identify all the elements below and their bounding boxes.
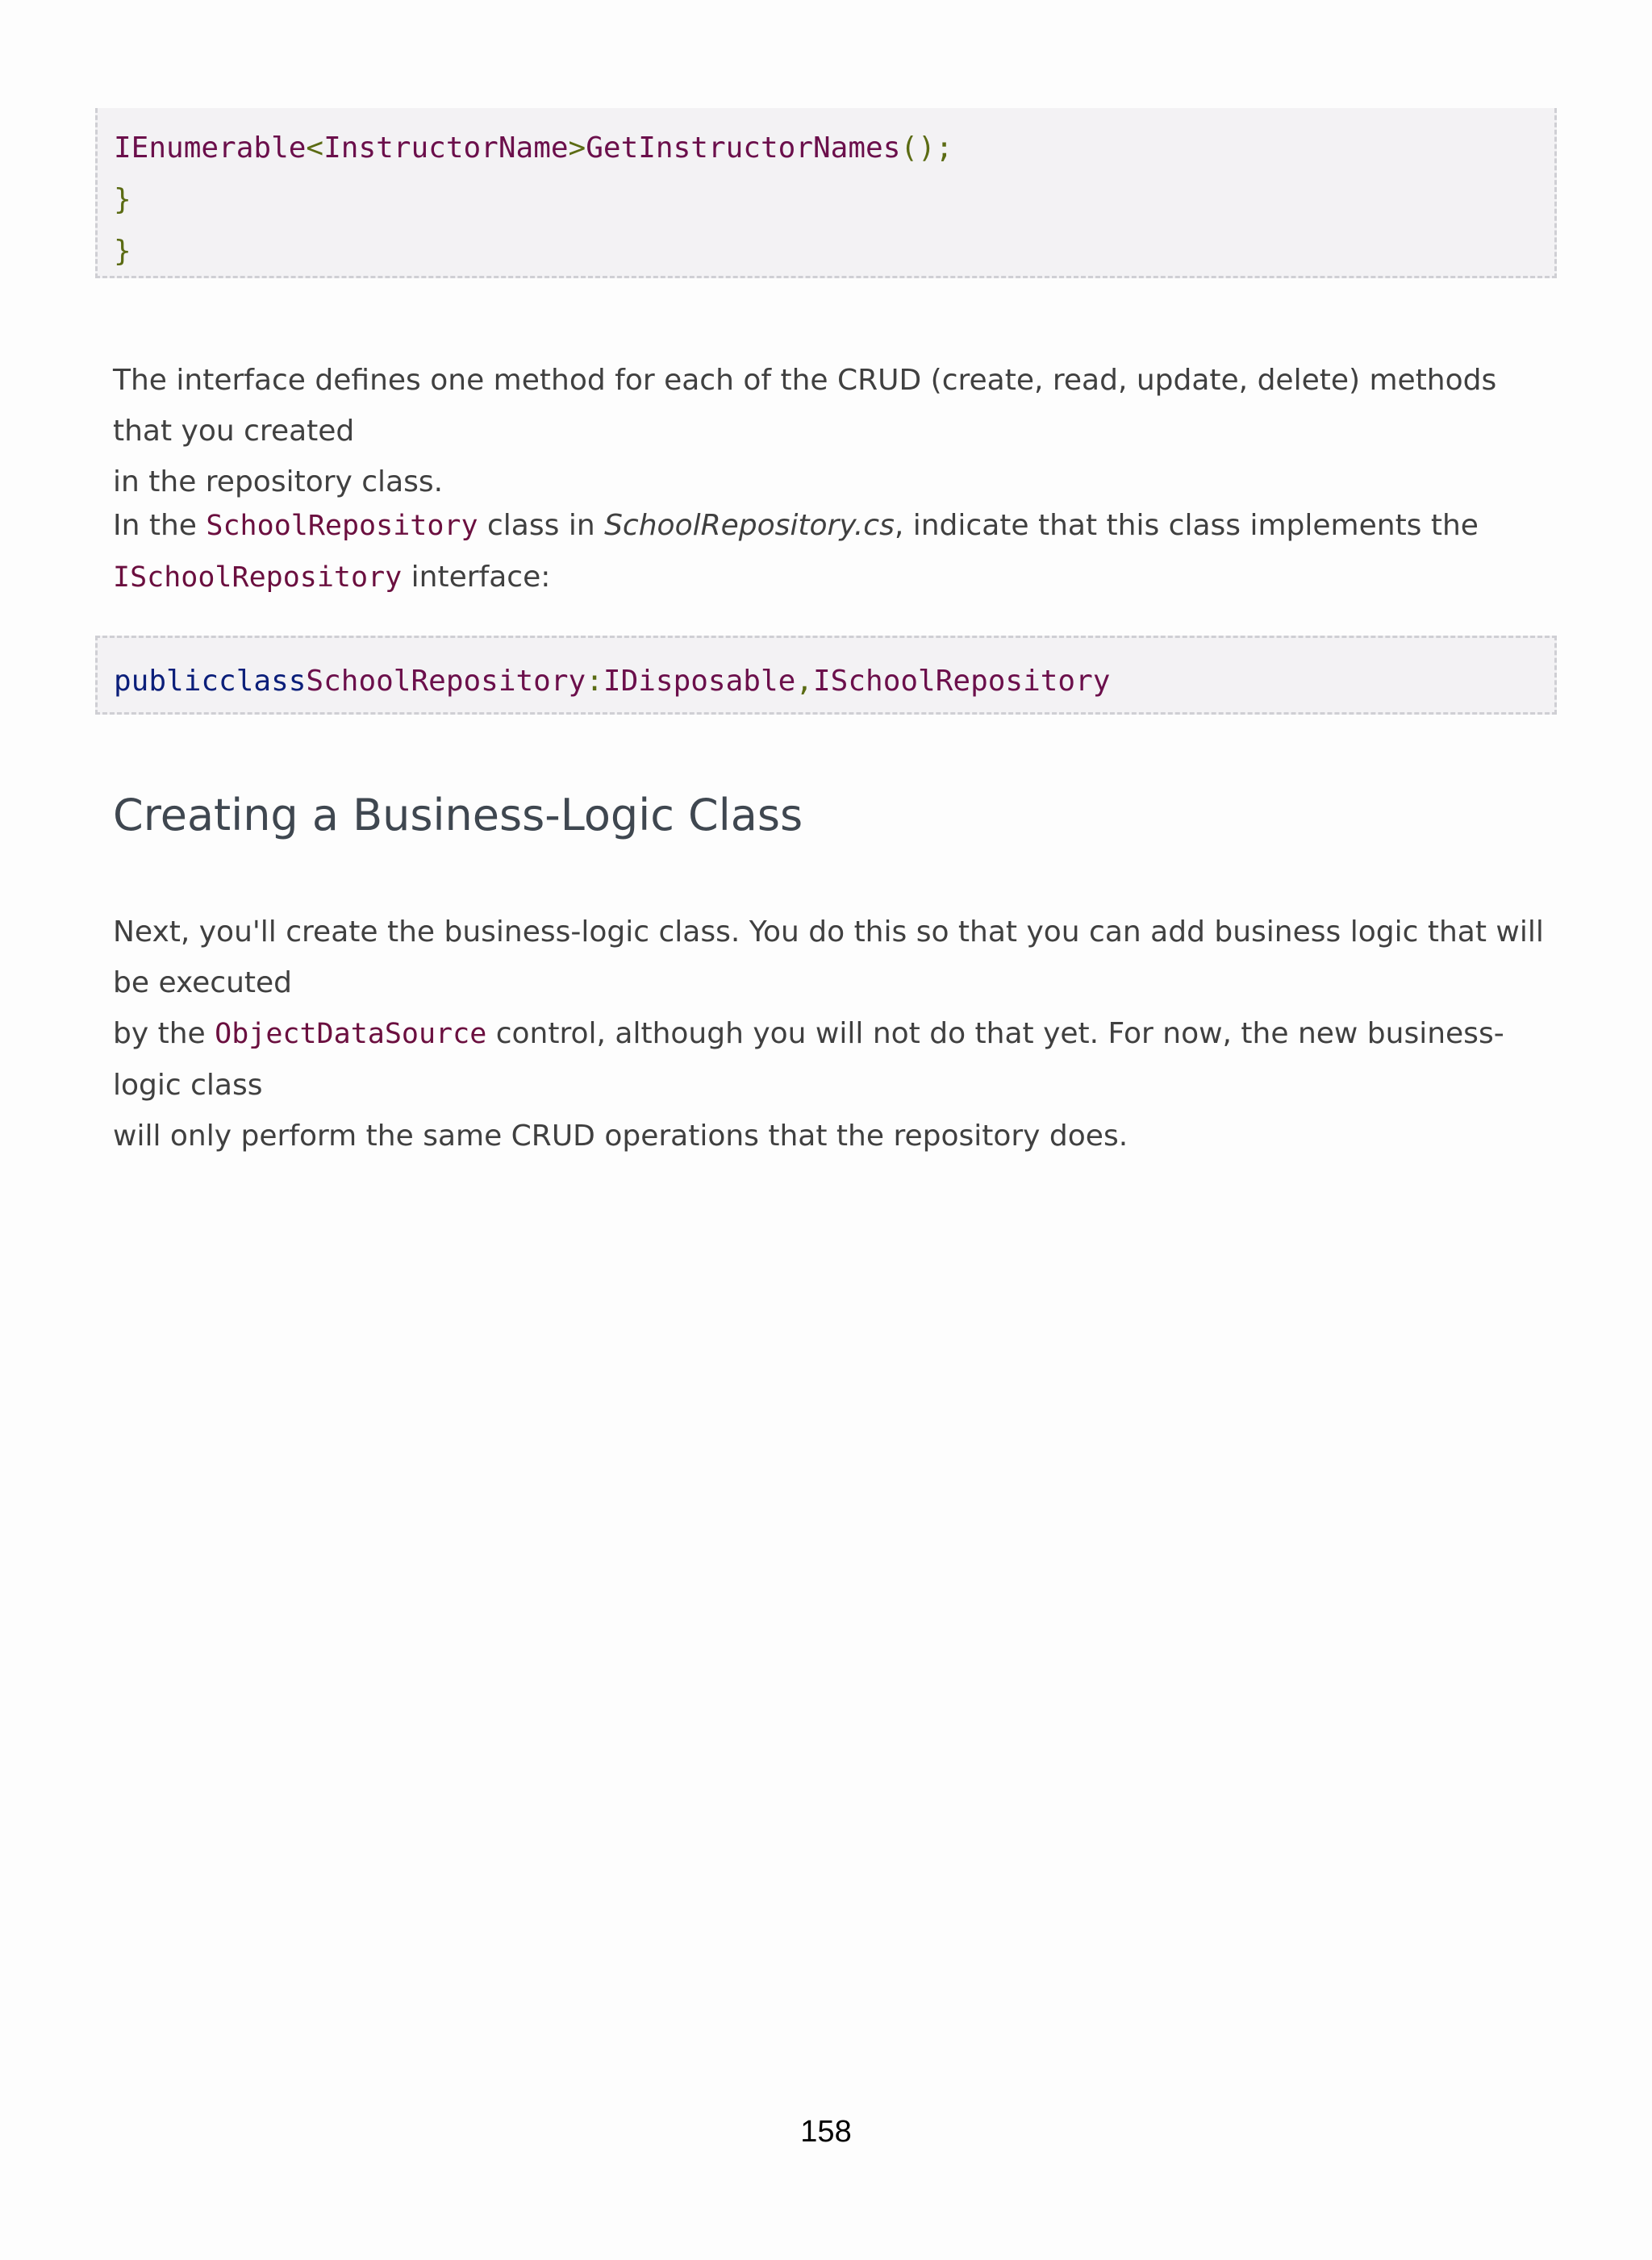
text-run: interface: bbox=[402, 561, 551, 594]
text-run: In the bbox=[113, 509, 206, 542]
paragraph-implement-interface bbox=[113, 500, 1549, 603]
code-block-interface-end bbox=[95, 108, 1557, 278]
inline-code: SchoolRepository bbox=[206, 510, 478, 542]
paragraph-line bbox=[113, 1008, 1549, 1111]
code-token: SchoolRepository bbox=[306, 665, 586, 698]
code-token: GetInstructorNames bbox=[586, 131, 901, 165]
code-block-class-declaration bbox=[95, 636, 1557, 715]
page-number: 158 bbox=[800, 2115, 852, 2149]
section-heading: Creating a Business-Logic Class bbox=[113, 790, 803, 840]
paragraph-line: Next, you'll create the business-logic class. You do this so that you can add business logic that will be executed bbox=[113, 915, 1544, 999]
paragraph-line: The interface defines one method for each of the CRUD (create, read, update, delete) methods that you created bbox=[113, 364, 1497, 448]
code-token: < bbox=[306, 131, 324, 165]
inline-code: ISchoolRepository bbox=[113, 561, 403, 594]
inline-code: ObjectDataSource bbox=[215, 1018, 487, 1050]
paragraph-line: will only perform the same CRUD operations that the repository does. bbox=[113, 1120, 1128, 1153]
code-token: : bbox=[586, 665, 603, 698]
code-line: } bbox=[114, 235, 131, 268]
text-run: by the bbox=[113, 1017, 215, 1050]
paragraph-line bbox=[113, 500, 1549, 552]
code-token: > bbox=[568, 131, 586, 165]
code-token: IDisposable bbox=[603, 665, 796, 698]
text-run: control, although you will not do that yet. For now, the new business-logic class bbox=[113, 1017, 1504, 1102]
code-token: ISchoolRepository bbox=[813, 665, 1111, 698]
code-token: IEnumerable bbox=[114, 131, 307, 165]
code-line bbox=[114, 656, 1554, 707]
file-name: SchoolRepository.cs bbox=[604, 509, 895, 542]
text-run: , indicate that this class implements the bbox=[894, 509, 1479, 542]
code-line bbox=[114, 123, 1554, 174]
code-line: } bbox=[114, 183, 131, 216]
paragraph-interface-description bbox=[113, 355, 1549, 507]
code-token: , bbox=[795, 665, 813, 698]
code-token: (); bbox=[900, 131, 953, 165]
paragraph-line bbox=[113, 552, 1549, 603]
code-token: publicclass bbox=[114, 665, 307, 698]
paragraph-business-logic bbox=[113, 907, 1549, 1161]
code-token: InstructorName bbox=[323, 131, 569, 165]
text-run: class in bbox=[478, 509, 605, 542]
paragraph-line: in the repository class. bbox=[113, 465, 444, 498]
